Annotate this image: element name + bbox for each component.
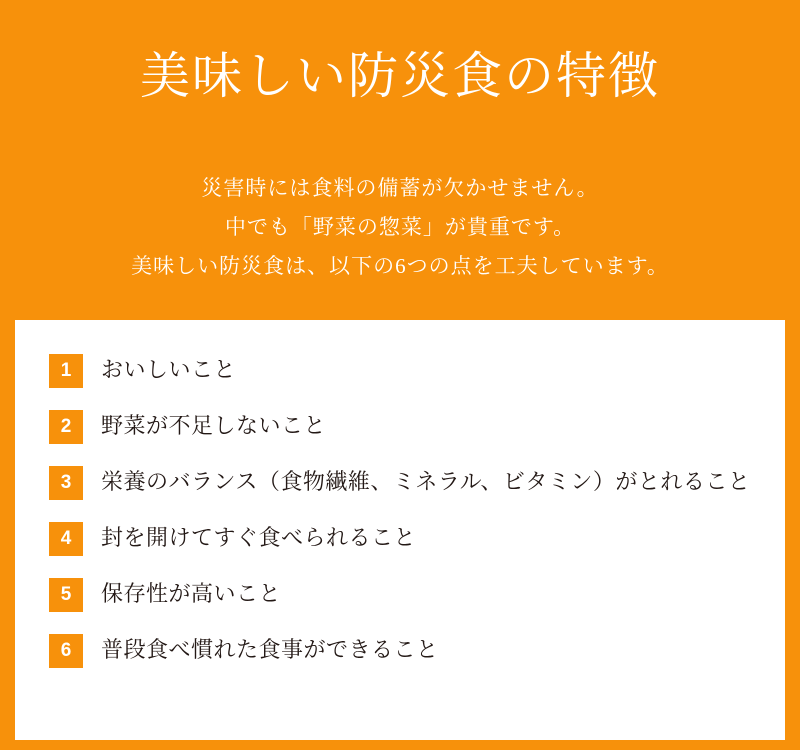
list-item [49,634,755,668]
list-item [49,466,755,500]
lead-line-3: 美味しい防災食は、以下の6つの点を工夫しています。 [131,253,669,278]
lead-line-1: 災害時には食料の備蓄が欠かせません。 [201,176,599,200]
list-item [49,522,755,556]
lead-line-2: 中でも「野菜の惣菜」が貴重です。 [224,214,576,239]
list-item-number: 2 [49,410,83,444]
list-item-label: 普段食べ慣れた食事ができること [101,637,439,663]
page-title: 美味しい防災食の特徴 [140,48,660,104]
feature-list-card [15,320,785,740]
list-item-number: 6 [49,634,83,668]
list-item [49,354,755,388]
list-item-label: おいしいこと [101,357,237,383]
list-item-number: 3 [49,466,83,500]
list-item-label: 栄養のバランス（食物繊維、ミネラル、ビタミン）がとれること [101,469,751,495]
list-item [49,410,755,444]
list-item [49,578,755,612]
list-item-number: 4 [49,522,83,556]
list-item-label: 野菜が不足しないこと [101,413,327,439]
list-item-number: 5 [49,578,83,612]
list-item-label: 保存性が高いこと [101,581,282,607]
list-item-number: 1 [49,354,83,388]
list-item-label: 封を開けてすぐ食べられること [101,525,417,551]
lead-text [131,169,669,286]
